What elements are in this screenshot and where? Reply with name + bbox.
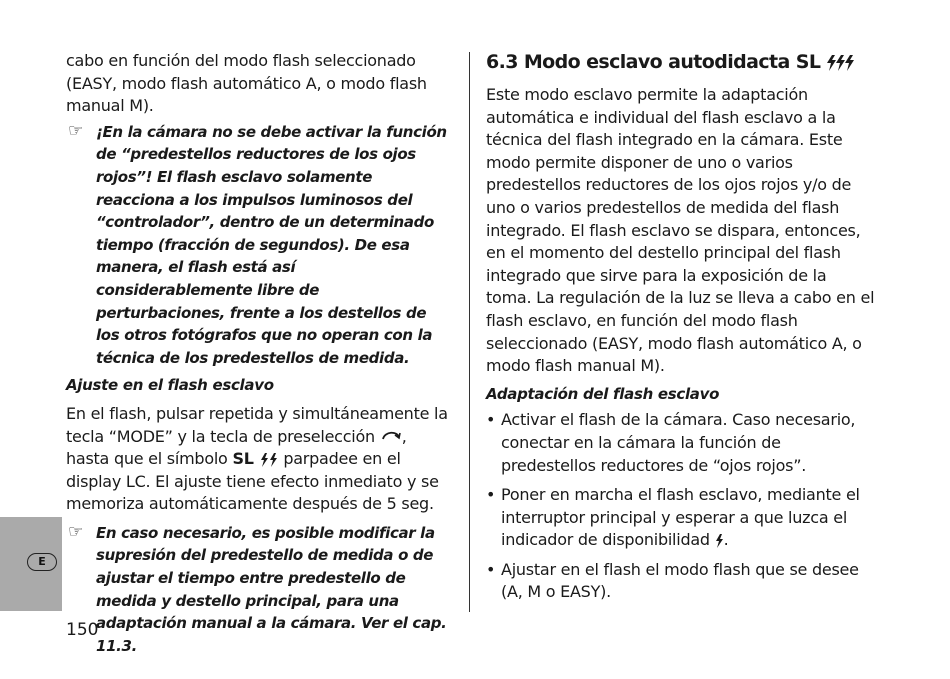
language-tab-letter: E [27,553,57,571]
note-1 [66,121,451,370]
adaptation-heading: Adaptación del flash esclavo [486,384,720,403]
slave-setup-heading: Ajuste en el flash esclavo [66,376,274,395]
pointing-hand-icon: ☞ [68,521,84,542]
list-item: • Poner en marcha el flash esclavo, mediante el interruptor principal y esperar a que luzca el indicador de disponibilidad . [486,485,860,550]
slave-learning-flash-icon [826,54,856,72]
section-paragraph: Este modo esclavo permite la adaptación automática e individual del flash esclavo a la técnica del flash integrado en la cámara. Este modo permite disponer de uno o varios predestellos reductores de los ojos rojos y/o de uno o varios predestellos de medida del flash integrado. El flash esclavo se dispara, entonces, en el momento del destello principal del flash integrado que sirve para la exposición de la toma. La regulación de la luz se lleva a cabo en el flash esclavo, en función del modo flash seleccionado (EASY, modo flash automático A, o modo flash manual M). [486,85,875,376]
bullet-marker: • [486,410,496,430]
left-column [66,50,451,657]
note-2-text: En caso necesario, es posible modificar la supresión del predestello de medida o de ajustar el tiempo entre predestello de medida y destello principal, para una adaptación manual a la cámara. Ver el cap. 11.3. [96,523,447,655]
note-2 [66,522,451,658]
list-item: • Activar el flash de la cámara. Caso necesario, conectar en la cámara la función de predestellos reductores de “ojos rojos”. [486,410,856,475]
slave-setup-paragraph: En el flash, pulsar repetida y simultáneamente la tecla “MODE” y la tecla de preselección , hasta que el símbolo SL parpadee en el display LC. El ajuste tiene efecto inmediato y se memoriza automáticamente después de 5 seg. [66,403,448,514]
note-1-text: ¡En la cámara no se debe activar la función de “predestellos reductores de los ojos rojos”! El flash esclavo solamente reacciona a los impulsos luminosos del “controlador”, dentro de un determinado tiempo (fracción de segundos). De esa manera, el flash está así considerablemente libre de perturbaciones, frente a los destellos de los otros fotógrafos que no operan con la técnica de los predestellos de medida. [96,122,447,367]
bullet-marker: • [486,485,496,505]
preselection-arrow-icon [380,430,402,444]
slave-flash-icon [259,453,279,467]
section-heading: 6.3 Modo esclavo autodidacta SL [486,50,876,74]
page-number: 150 [66,620,99,640]
sl-label: SL [232,449,254,469]
bullet-marker: • [486,559,496,579]
right-column [486,50,876,604]
ready-flash-icon [715,534,724,548]
pointing-hand-icon: ☞ [68,120,84,141]
list-item: • Ajustar en el flash el modo flash que se desee (A, M o EASY). [486,559,859,602]
column-divider [469,52,470,612]
intro-paragraph: cabo en función del modo flash seleccionado (EASY, modo flash automático A, o modo flash manual M). [66,51,427,116]
